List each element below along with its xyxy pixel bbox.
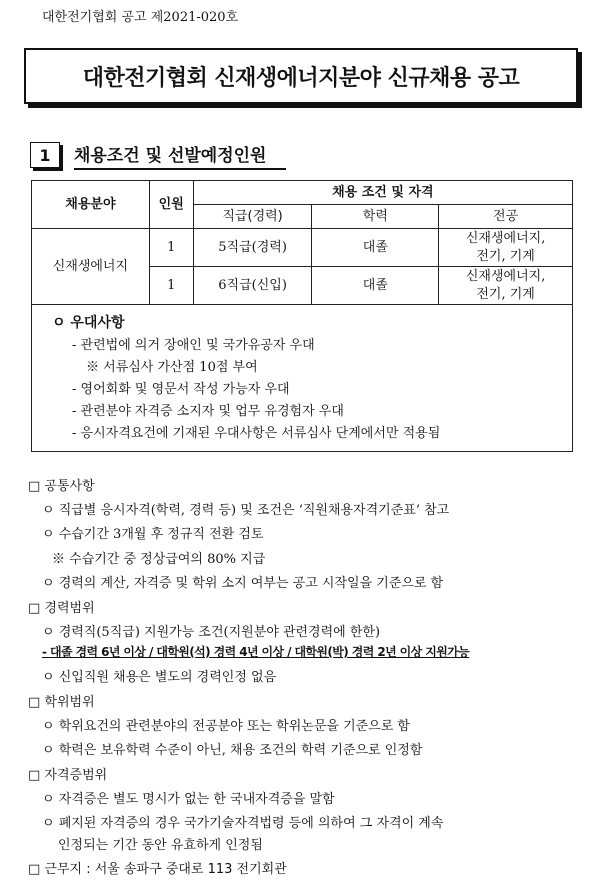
cell-major: [439, 267, 573, 305]
header-grade: 직급(경력): [193, 205, 312, 229]
header-count: 인원: [149, 181, 193, 229]
list-item: ㅇ 경력직(5직급) 지원가능 조건(지원분야 관련경력에 한한): [42, 625, 381, 640]
cell-major-line1: 신재생에너지,: [465, 230, 546, 246]
cell-grade: 5직급(경력): [193, 229, 312, 267]
cell-count: 1: [149, 229, 193, 267]
header-field: 채용분야: [32, 181, 150, 229]
cell-major-line1: 신재생에너지,: [465, 268, 546, 284]
heading-workplace: □ 근무지 : 서울 송파구 중대로 113 전기회관: [28, 862, 287, 877]
header-education: 학력: [312, 205, 439, 229]
preference-cell: [32, 305, 573, 452]
list-item: ㅇ 직급별 응시자격(학력, 경력 등) 및 조건은 ‘직원채용자격기준표’ 참고: [42, 503, 450, 518]
cell-field: 신재생에너지: [32, 229, 150, 305]
preference-title: ㅇ 우대사항: [52, 315, 125, 331]
section-header: [30, 142, 286, 168]
list-item: ㅇ 학력은 보유학력 수준이 아닌, 채용 조건의 학력 기준으로 인정함: [42, 743, 423, 758]
section-title: 채용조건 및 선발예정인원: [74, 141, 286, 170]
list-item: ㅇ 수습기간 3개월 후 정규직 전환 검토: [42, 527, 264, 542]
list-item: ㅇ 학위요건의 관련분야의 전공분야 또는 학위논문을 기준으로 함: [42, 719, 410, 734]
cell-major-line2: 전기, 기계: [476, 248, 535, 264]
heading-common: □ 공통사항: [28, 479, 95, 494]
cell-education: 대졸: [312, 229, 439, 267]
cell-count: 1: [149, 267, 193, 305]
heading-career: □ 경력범위: [28, 601, 95, 616]
cell-major: [439, 229, 573, 267]
table-row: [32, 229, 573, 267]
list-item: ㅇ 폐지된 자격증의 경우 국가기술자격법령 등에 의하여 그 자격이 계속: [42, 816, 444, 831]
cell-education: 대졸: [312, 267, 439, 305]
note-item: ※ 수습기간 중 정상급여의 80% 지급: [52, 552, 266, 567]
list-item: ㅇ 자격증은 별도 명시가 없는 한 국내자격증을 말함: [42, 792, 335, 807]
preference-item: - 관련분야 자격증 소지자 및 업무 유경험자 우대: [72, 404, 344, 419]
career-requirement: - 대졸 경력 6년 이상 / 대학원(석) 경력 4년 이상 / 대학원(박) 경력 2년 이상 지원가능: [42, 645, 470, 659]
cell-major-line2: 전기, 기계: [476, 286, 535, 302]
preference-note: ※ 서류심사 가산점 10점 부여: [86, 360, 258, 375]
heading-degree: □ 학위범위: [28, 695, 95, 710]
document-number: 대한전기협회 공고 제2021-020호: [42, 10, 239, 25]
list-item-continued: 인정되는 기간 동안 유효하게 인정됨: [58, 838, 263, 853]
list-item: ㅇ 신입직원 채용은 별도의 경력인정 없음: [42, 670, 277, 685]
list-item: ㅇ 경력의 계산, 자격증 및 학위 소지 여부는 공고 시작일을 기준으로 함: [42, 576, 444, 591]
preference-item: - 응시자격요건에 기재된 우대사항은 서류심사 단계에서만 적용됨: [72, 426, 441, 441]
heading-license: □ 자격증범위: [28, 768, 108, 783]
section-number-box: 1: [30, 142, 60, 168]
header-major: 전공: [439, 205, 573, 229]
header-conditions: 채용 조건 및 자격: [193, 181, 572, 205]
preference-item: - 영어회화 및 영문서 작성 가능자 우대: [72, 382, 290, 397]
page-title: 대한전기협회 신재생에너지분야 신규채용 공고: [24, 48, 578, 104]
preference-item: - 관련법에 의거 장애인 및 국가유공자 우대: [72, 338, 315, 353]
cell-grade: 6직급(신입): [193, 267, 312, 305]
recruitment-table: [31, 180, 573, 452]
